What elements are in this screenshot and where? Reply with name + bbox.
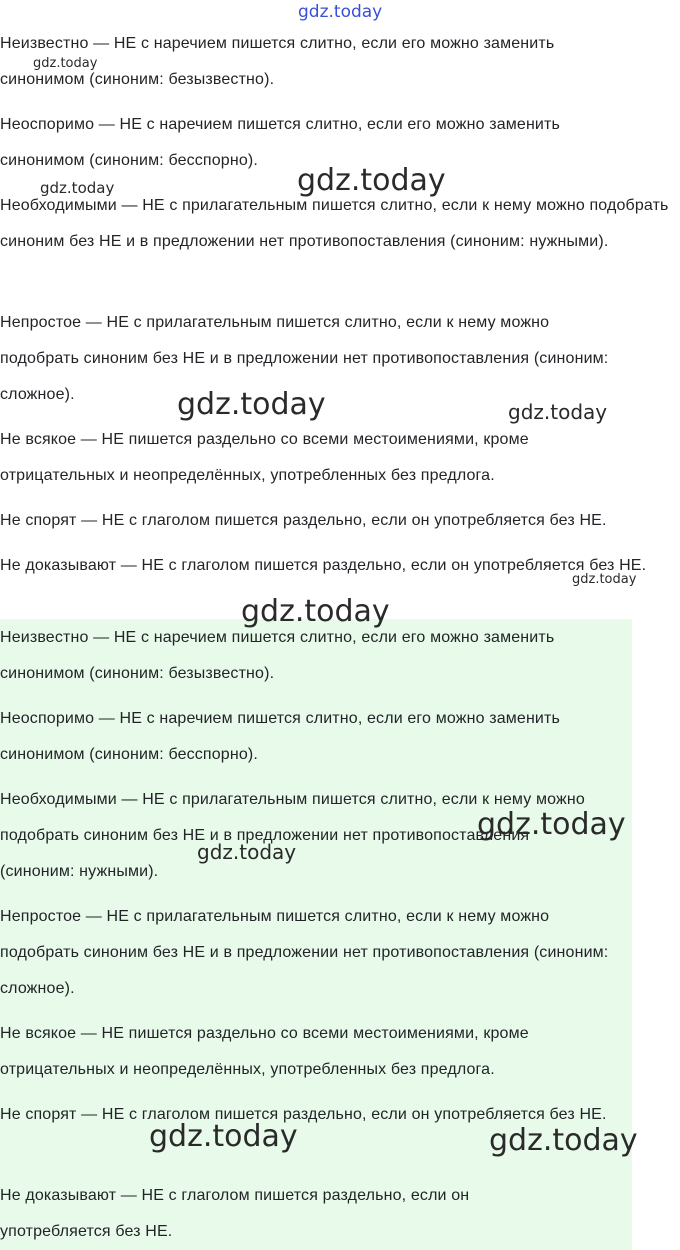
answer-paragraph: Не всякое — НЕ пишется раздельно со всеми местоимениями, кроме отрицательных и неопределённых, употребленных без предлога. bbox=[0, 431, 529, 484]
answer-paragraph: Не доказывают — НЕ с глаголом пишется раздельно, если он употребляется без НЕ. bbox=[0, 1187, 470, 1240]
answer-paragraph: Неоспоримо — НЕ с наречием пишется слитно, если его можно заменить синонимом (синоним: бесспорно). bbox=[0, 116, 560, 169]
answer-paragraph: Не спорят — НЕ с глаголом пишется раздельно, если он употребляется без НЕ. bbox=[0, 512, 607, 529]
answer-paragraph: Не спорят — НЕ с глаголом пишется раздельно, если он употребляется без НЕ. bbox=[0, 1106, 607, 1123]
watermark-logo: gdz.today bbox=[33, 56, 98, 71]
answer-paragraph: Не доказывают — НЕ с глаголом пишется раздельно, если он употребляется без НЕ. bbox=[0, 557, 647, 574]
answer-paragraph: Необходимыми — НЕ с прилагательным пишется слитно, если к нему можно подобрать синоним без НЕ и в предложении нет противопоставления (синоним: нужными). bbox=[0, 197, 669, 250]
watermark-logo: gdz.today bbox=[298, 2, 383, 22]
watermark-logo: gdz.today bbox=[477, 807, 626, 842]
watermark-logo: gdz.today bbox=[572, 572, 637, 587]
watermark-logo: gdz.today bbox=[149, 1119, 298, 1154]
watermark-logo: gdz.today bbox=[489, 1123, 638, 1158]
answer-paragraph: Непростое — НЕ с прилагательным пишется слитно, если к нему можно подобрать синоним без НЕ и в предложении нет противопоставления (синоним: сложное). bbox=[0, 314, 609, 403]
answer-paragraph: Непростое — НЕ с прилагательным пишется слитно, если к нему можно подобрать синоним без НЕ и в предложении нет противопоставления (синоним: сложное). bbox=[0, 908, 609, 997]
watermark-logo: gdz.today bbox=[508, 400, 608, 424]
answer-paragraph: Неизвестно — НЕ с наречием пишется слитно, если его можно заменить синонимом (синоним: безызвестно). bbox=[0, 629, 555, 682]
watermark-logo: gdz.today bbox=[40, 179, 115, 197]
watermark-logo: gdz.today bbox=[241, 594, 390, 629]
watermark-logo: gdz.today bbox=[177, 387, 326, 422]
watermark-logo: gdz.today bbox=[297, 163, 446, 198]
watermark-logo: gdz.today bbox=[197, 840, 297, 864]
answer-paragraph: Необходимыми — НЕ с прилагательным пишется слитно, если к нему можно подобрать синоним без НЕ и в предложении нет противопоставления (синоним: нужными). bbox=[0, 791, 585, 880]
answer-paragraph: Неоспоримо — НЕ с наречием пишется слитно, если его можно заменить синонимом (синоним: бесспорно). bbox=[0, 710, 560, 763]
answer-paragraph: Не всякое — НЕ пишется раздельно со всеми местоимениями, кроме отрицательных и неопределённых, употребленных без предлога. bbox=[0, 1025, 529, 1078]
answer-paragraph: Неизвестно — НЕ с наречием пишется слитно, если его можно заменить синонимом (синоним: безызвестно). bbox=[0, 35, 555, 88]
